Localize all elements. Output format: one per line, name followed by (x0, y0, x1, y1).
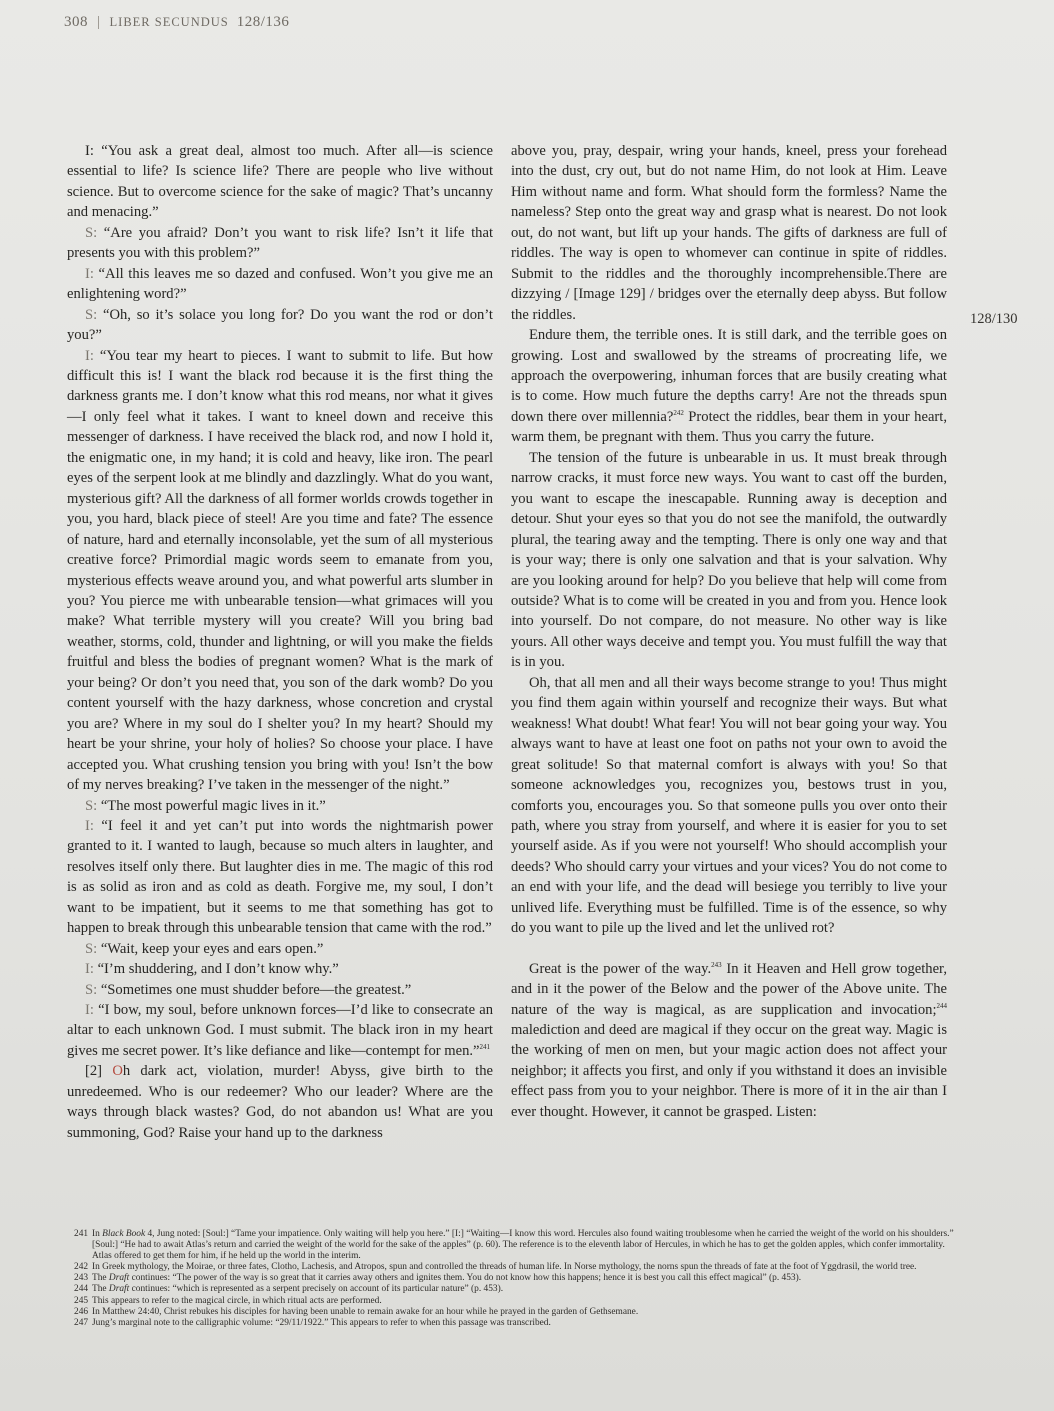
red-initial: O (112, 1063, 123, 1080)
book-title: LIBER SECUNDUS (109, 15, 229, 29)
paragraph (511, 325, 947, 448)
speaker-label: I: (85, 1002, 94, 1019)
speaker-label: S: (85, 797, 98, 814)
paragraph-text: “All this leaves me so dazed and confused. Won’t you give me an enlightening word?” (67, 265, 493, 303)
footnote-number: 241 (74, 1229, 89, 1239)
paragraph-text: “Sometimes one must shudder before—the greatest.” (100, 981, 412, 998)
paragraph: Oh, that all men and all their ways become strange to you! Thus might you find them again within yourself and recognize their ways. But what weakness! What doubt! What fear! You will not bear going your way. You always want to have at least one foot on paths not your own to avoid the great solitude! So that maternal comfort is always with you! So that someone acknowledges you, recognizes you, bestows trust in you, comforts you, encourages you. So that someone pulls you over onto their path, where you stray from yourself, and where it is easier for you to set yourself aside. As if you were not yourself! Who should accomplish your deeds? Who should carry your virtues and your vices? You do not come to an end with your life, and the dead will besiege you terribly to live your unlived life. Everything must be fulfilled. Time is of the essence, so why do you want to pile up the lived and let the unlived rot? (511, 674, 947, 937)
paragraph (67, 796, 493, 816)
footnote-marker: 243 (711, 960, 722, 969)
paragraph (67, 305, 493, 346)
paragraph (67, 264, 493, 305)
page-reference: 128/136 (236, 14, 290, 30)
footnote-title: Black Book (102, 1229, 146, 1239)
footnote (74, 1296, 954, 1307)
footnote-number: 244 (74, 1284, 89, 1295)
paragraph-gap (511, 939, 947, 959)
paragraph-text: “I bow, my soul, before unknown forces—I’d like to consecrate an altar to each unknown God. I must submit. The black iron in my heart gives me secret power. It’s like defiance and like—contempt for men.” (67, 1002, 493, 1059)
running-head (64, 14, 289, 31)
paragraph (67, 346, 493, 796)
footnote-text: In (92, 1229, 103, 1239)
footnote (74, 1284, 954, 1295)
footnote-marker: 242 (673, 409, 684, 418)
paragraph (67, 1061, 493, 1143)
footnote-text: In Matthew 24:40, Christ rebukes his disciples for having been unable to remain awake for an hour while he prayed in the garden of Gethsemane. (92, 1306, 639, 1317)
paragraph-text: “Oh, so it’s solace you long for? Do you want the rod or don’t you?” (67, 306, 493, 344)
paragraph-text: malediction and deed are magical if they occur on the great way. Magic is the working of men on men, but your magic action does not affect your neighbor; it affects you first, and only if you withstand it does an invisible effect pass from you to your neighbor. There is more of it in the air than I ever thought. However, it cannot be grasped. Listen: (511, 1022, 947, 1120)
footnote-text: 4, Jung noted: [Soul:] “Tame your impatience. Only waiting will help you here.” [I:] “Waiting—I know this word. Hercules also found waiting troublesome when he carried the weight of the world on his shoulders.” [Soul:] “He had to await Atlas’s return and carried the weight of the world for the sake of the apples” (p. 60). The reference is to the eleventh labor of Hercules, in which he has to get the golden apples, which confer immortality. Atlas offered to get them for him, if he held up the world in the interim. (92, 1229, 954, 1262)
paragraph (67, 816, 493, 939)
page-number: 308 (64, 14, 88, 30)
footnote (74, 1229, 954, 1262)
paragraph: The tension of the future is unbearable in us. It must break through narrow cracks, it must force new ways. You want to cast off the burden, you want to escape the inescapable. Running away is deception and detour. Shut your eyes so that you do not see the manifold, the outwardly plural, the tearing away and the tempting. There is only one way and that is your way; there is only one salvation and that is your salvation. Why are you looking around for help? Do you believe that help will come from outside? What is to come will be created in you and from you. Hence look into yourself. Do not compare, do not measure. No other way is like yours. All other ways deceive and tempt you. You must fulfill the way that is in you. (511, 449, 947, 671)
paragraph (67, 980, 493, 1000)
footnote (74, 1273, 954, 1284)
right-column (511, 141, 947, 1122)
paragraph (67, 959, 493, 979)
speaker-label: I: (85, 817, 94, 834)
footnote-number: 247 (74, 1317, 89, 1328)
paragraph-text: Endure them, the terrible ones. It is still dark, and the terrible goes on growing. Lost and swallowed by the streams of procreating life, we approach the overpowering, inhuman forces that are busily creating what is to come. How much future the depths carry! Are not the threads spun down there over millennia? (511, 327, 947, 425)
section-marker: [2] (85, 1063, 103, 1080)
speaker-label: I: (85, 347, 94, 364)
footnote-number: 245 (74, 1295, 89, 1306)
paragraph (67, 939, 493, 959)
footnote-text: Jung’s marginal note to the calligraphic volume: “29/11/1922.” This appears to refer to when this passage was transcribed. (92, 1317, 551, 1328)
margin-note: 128/130 (970, 311, 1018, 327)
paragraph-text: Great is the power of the way. (529, 960, 712, 977)
paragraph-text: In it Heaven and Hell grow together, and in it the power of the Below and the power of the Above unite. The nature of the way is magical, as are supplication and invocation; (511, 960, 947, 1018)
speaker-label: S: (85, 981, 98, 998)
footnotes (74, 1229, 954, 1329)
header-separator: | (97, 14, 101, 30)
speaker-label: I: (85, 961, 94, 978)
paragraph (67, 223, 493, 264)
footnote (74, 1262, 954, 1273)
footnote-number: 243 (74, 1273, 89, 1284)
footnote-text: This appears to refer to the magical circle, in which ritual acts are performed. (92, 1295, 382, 1306)
paragraph (511, 959, 947, 1123)
paragraph-text: “Wait, keep your eyes and ears open.” (100, 940, 324, 957)
paragraph (67, 1000, 493, 1061)
footnote-marker: 241 (479, 1043, 491, 1052)
footnote-text: In Greek mythology, the Moirae, or three fates, Clotho, Lachesis, and Atropos, spun and controlled the threads of human life. In Norse mythology, the norns spun the threads of fate at the foot of Yggdrasil, the world tree. (92, 1262, 917, 1273)
footnote (74, 1307, 954, 1318)
paragraph-text: “Are you afraid? Don’t you want to risk life? Isn’t it life that presents you with this problem?” (67, 224, 493, 262)
left-column (67, 141, 493, 1143)
paragraph-text: “The most powerful magic lives in it.” (100, 797, 326, 814)
speaker-label: S: (85, 940, 98, 957)
speaker-label: S: (85, 306, 98, 323)
footnote-number: 246 (74, 1306, 89, 1317)
footnote-title: Draft (108, 1273, 130, 1284)
footnote (74, 1318, 954, 1329)
footnote-text: The (92, 1273, 109, 1284)
footnote-text: continues: “The power of the way is so great that it carries away others and ignites them. You do not know how this happens; hence it is best you call this effect magical” (p. 453). (129, 1273, 802, 1284)
footnote-marker: 244 (936, 1001, 947, 1010)
paragraph: above you, pray, despair, wring your hands, kneel, press your forehead into the dust, cry out, but do not name Him, do not look at Him. Leave Him without name and form. What should form the formless? Name the nameless? Step onto the great way and grasp what is nearest. Do not look out, do not want, but lift up your hands. The gifts of darkness are full of riddles. The way is open to whomever can continue in spite of riddles. Submit to the riddles and the thoroughly incomprehensible.There are dizzying / [Image 129] / bridges over the eternally deep abyss. But follow the riddles. (511, 143, 947, 323)
paragraph-text: h dark act, violation, murder! Abyss, give birth to the unredeemed. Who is our redeemer? Who our leader? Where are the ways through black wastes? God, do not abandon us! What are you summoning, God? Raise your hand up to the darkness (67, 1063, 493, 1141)
footnote-text: The (92, 1284, 109, 1295)
paragraph-text: “I’m shuddering, and I don’t know why.” (97, 961, 339, 978)
footnote-title: Draft (108, 1284, 130, 1295)
paragraph-text: “I feel it and yet can’t put into words the nightmarish power granted to it. I wanted to laugh, because so much alters in laughter, and resolves itself only there. But laughter dies in me. The magic of this rod is as solid as iron and as cold as death. Forgive me, my soul, I don’t want to be impatient, but it seems to me that something has got to happen to break through this unbearable tension that came with the rod.” (67, 817, 494, 937)
footnote-number: 242 (74, 1262, 89, 1273)
speaker-label: S: (85, 224, 98, 241)
paragraph: I: “You ask a great deal, almost too much. After all—is science essential to life? Is science life? There are people who live without science. But to overcome science for the sake of magic? That’s uncanny and menacing.” (67, 143, 493, 221)
footnote-text: continues: “which is represented as a serpent precisely on account of its particular nature” (p. 453). (129, 1284, 504, 1295)
paragraph-text: “You tear my heart to pieces. I want to submit to life. But how difficult this is! I want the black rod because it is the first thing the darkness grants me. I don’t know what this rod means, nor what it gives—I only feel what it takes. I want to kneel down and receive this messenger of darkness. I have received the black rod, and now I hold it, the enigmatic one, in my hand; it is cold and heavy, like iron. The pearl eyes of the serpent look at me blindly and dazzlingly. What do you want, mysterious gift? All the darkness of all former worlds crowds together in you, you hard, black piece of steel! Are you time and fate? The essence of nature, hard and eternally inconsolable, yet the sum of all mysterious creative force? Primordial magic words seem to emanate from you, mysterious effects weave around you, and what powerful arts slumber in you? You pierce me with unbearable tension—what grimaces will you make? What terrible mystery will you create? Will you bring bad weather, storms, cold, thunder and lightning, or will you make the fields fruitful and bless the bodies of pregnant women? What is the mark of your being? Or don’t you need that, you son of the dark womb? Do you content yourself with the hazy darkness, whose concretion and crystal you are? Where in my soul do I shelter you? In my heart? Should my heart be your shrine, your holy of holies? So choose your place. I have accepted you. What crushing tension you bring with you! Isn’t the bow of my nerves breaking? I’ve taken in the messenger of the night.” (67, 347, 493, 794)
paragraph-text: Protect the riddles, bear them in your heart, warm them, be pregnant with them. Thus you carry the future. (511, 408, 947, 446)
speaker-label: I: (85, 265, 94, 282)
